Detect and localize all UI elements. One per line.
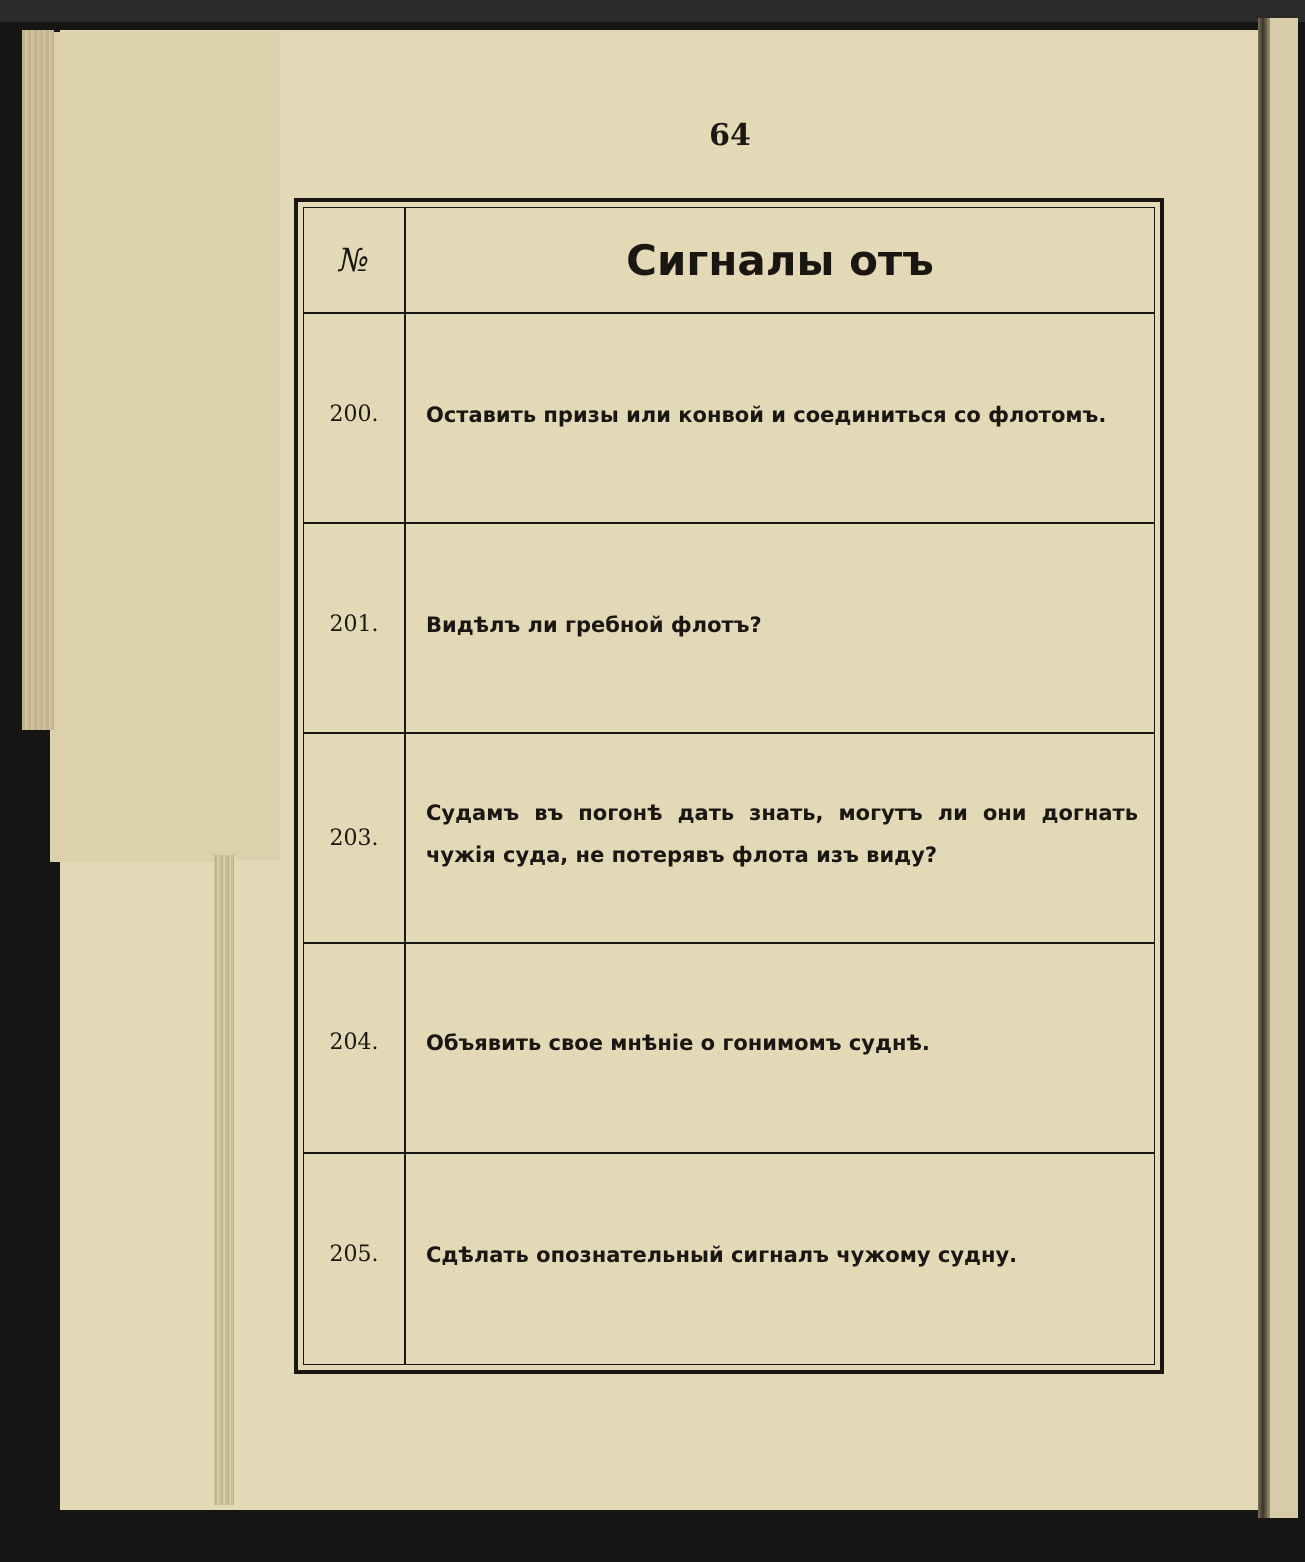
header-title: Сигналы отъ: [626, 235, 934, 285]
table-row: [304, 1154, 1154, 1366]
folded-flap: [50, 32, 280, 862]
book-spine: [1258, 18, 1270, 1518]
scan-background: [0, 0, 1305, 22]
table-row: [304, 524, 1154, 734]
signal-text: Объявить свое мнѣніе о гонимомъ суднѣ.: [426, 1031, 930, 1055]
signal-number: 204.: [329, 1030, 379, 1055]
page-number: 64: [709, 118, 751, 153]
table-row: [304, 314, 1154, 524]
signals-table: [294, 198, 1164, 1374]
signal-number: 205.: [329, 1242, 379, 1267]
table-inner-border: [303, 207, 1155, 1365]
header-number-label: №: [338, 241, 370, 279]
page-stack-edges: [214, 855, 234, 1505]
signal-number: 201.: [329, 612, 379, 637]
signal-number: 200.: [329, 402, 379, 427]
folded-page-edges: [22, 30, 54, 730]
signal-number: 203.: [329, 826, 379, 851]
signal-text: Сдѣлать опознательный сигналъ чужому судну.: [426, 1243, 1018, 1267]
table-row: [304, 944, 1154, 1154]
next-page-edge: [1270, 18, 1298, 1518]
table-row: [304, 734, 1154, 944]
table-header: [304, 208, 1154, 314]
signal-text: Видѣлъ ли гребной флотъ?: [426, 613, 762, 637]
signal-text: Судамъ въ погонѣ дать знать, могутъ ли они догнать чужія суда, не потерявъ флота изъ виду?: [426, 801, 1138, 867]
signal-text: Оставить призы или конвой и соединиться со флотомъ.: [426, 403, 1107, 427]
